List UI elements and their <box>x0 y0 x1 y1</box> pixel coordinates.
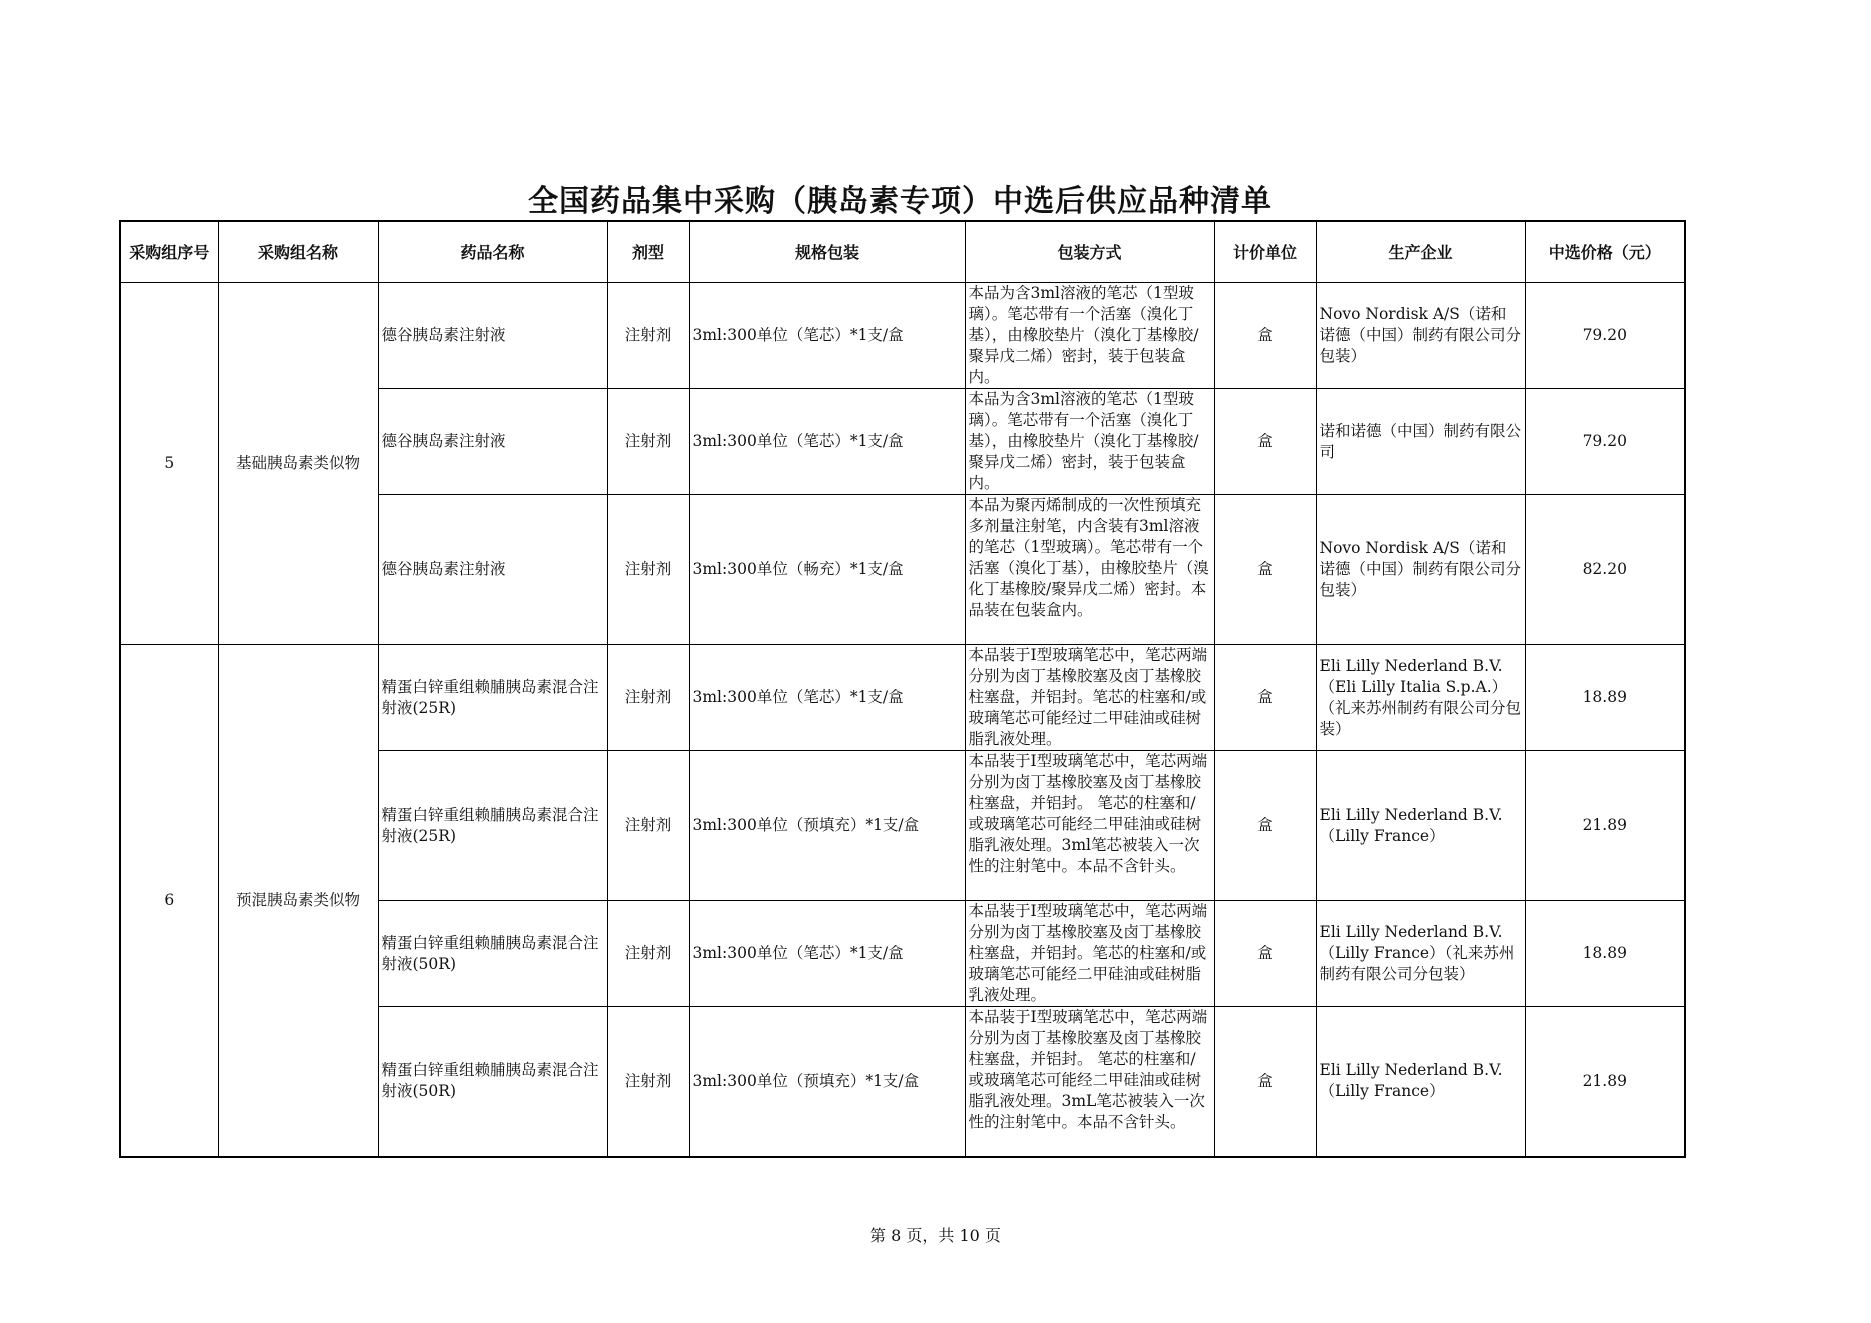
packing-method: 本品装于I型玻璃笔芯中，笔芯两端分别为卤丁基橡胶塞及卤丁基橡胶柱塞盘，并铝封。笔芯的柱塞和/或玻璃笔芯可能经过二甲硅油或硅树脂乳液处理。 <box>965 645 1214 751</box>
packing-method: 本品装于Ⅰ型玻璃笔芯中，笔芯两端分别为卤丁基橡胶塞及卤丁基橡胶柱塞盘，并铝封。 笔芯的柱塞和/或玻璃笔芯可能经二甲硅油或硅树脂乳液处理。3mL笔芯被装入一次性的注射笔中。本品不含针头。 <box>965 1007 1214 1157</box>
group-name: 基础胰岛素类似物 <box>218 283 378 645</box>
group-name: 预混胰岛素类似物 <box>218 645 378 1157</box>
page-title: 全国药品集中采购（胰岛素专项）中选后供应品种清单 <box>528 184 1272 219</box>
dosage-form: 注射剂 <box>607 283 689 389</box>
manufacturer: Eli Lilly Nederland B.V.（Lilly France）（礼来苏州制药有限公司分包装） <box>1316 901 1525 1007</box>
dosage-form: 注射剂 <box>607 901 689 1007</box>
group-seq: 6 <box>120 645 218 1157</box>
spec-pack: 3ml:300单位（笔芯）*1支/盒 <box>689 283 965 389</box>
packing-method: 本品装于Ⅰ型玻璃笔芯中，笔芯两端分别为卤丁基橡胶塞及卤丁基橡胶柱塞盘，并铝封。笔芯的柱塞和/或玻璃笔芯可能经二甲硅油或硅树脂乳液处理。 <box>965 901 1214 1007</box>
price-unit: 盒 <box>1214 495 1316 645</box>
table-row <box>120 645 1685 751</box>
drug-name: 精蛋白锌重组赖脯胰岛素混合注射液(50R) <box>378 901 607 1007</box>
drug-name: 精蛋白锌重组赖脯胰岛素混合注射液(25R) <box>378 751 607 901</box>
price-unit: 盒 <box>1214 901 1316 1007</box>
drug-name: 德谷胰岛素注射液 <box>378 283 607 389</box>
col-header: 包装方式 <box>965 221 1214 283</box>
selected-price: 82.20 <box>1525 495 1685 645</box>
page-footer: 第 8 页，共 10 页 <box>870 1226 1001 1245</box>
col-header: 剂型 <box>607 221 689 283</box>
manufacturer: Eli Lilly Nederland B.V.（Lilly France） <box>1316 751 1525 901</box>
drug-name: 精蛋白锌重组赖脯胰岛素混合注射液(25R) <box>378 645 607 751</box>
manufacturer: 诺和诺德（中国）制药有限公司 <box>1316 389 1525 495</box>
col-header: 生产企业 <box>1316 221 1525 283</box>
packing-method: 本品装于Ⅰ型玻璃笔芯中，笔芯两端分别为卤丁基橡胶塞及卤丁基橡胶柱塞盘，并铝封。 笔芯的柱塞和/或玻璃笔芯可能经二甲硅油或硅树脂乳液处理。3ml笔芯被装入一次性的注射笔中。本品不含针头。 <box>965 751 1214 901</box>
packing-method: 本品为含3ml溶液的笔芯（1型玻璃）。笔芯带有一个活塞（溴化丁基），由橡胶垫片（溴化丁基橡胶/聚异戊二烯）密封，装于包装盒内。 <box>965 389 1214 495</box>
manufacturer: Eli Lilly Nederland B.V.（Lilly France） <box>1316 1007 1525 1157</box>
spec-pack: 3ml:300单位（笔芯）*1支/盒 <box>689 645 965 751</box>
dosage-form: 注射剂 <box>607 495 689 645</box>
price-unit: 盒 <box>1214 1007 1316 1157</box>
dosage-form: 注射剂 <box>607 1007 689 1157</box>
price-unit: 盒 <box>1214 283 1316 389</box>
dosage-form: 注射剂 <box>607 645 689 751</box>
drug-name: 德谷胰岛素注射液 <box>378 389 607 495</box>
price-unit: 盒 <box>1214 751 1316 901</box>
group-seq: 5 <box>120 283 218 645</box>
spec-pack: 3ml:300单位（笔芯）*1支/盒 <box>689 389 965 495</box>
packing-method: 本品为聚丙烯制成的一次性预填充多剂量注射笔，内含装有3ml溶液的笔芯（1型玻璃）。笔芯带有一个活塞（溴化丁基），由橡胶垫片（溴化丁基橡胶/聚异戊二烯）密封。本品装在包装盒内。 <box>965 495 1214 645</box>
spec-pack: 3ml:300单位（预填充）*1支/盒 <box>689 1007 965 1157</box>
selected-price: 21.89 <box>1525 1007 1685 1157</box>
manufacturer: Novo Nordisk A/S（诺和诺德（中国）制药有限公司分包装） <box>1316 495 1525 645</box>
col-header: 规格包装 <box>689 221 965 283</box>
selected-price: 79.20 <box>1525 389 1685 495</box>
dosage-form: 注射剂 <box>607 389 689 495</box>
supply-table <box>119 220 1686 1158</box>
price-unit: 盒 <box>1214 645 1316 751</box>
spec-pack: 3ml:300单位（畅充）*1支/盒 <box>689 495 965 645</box>
selected-price: 18.89 <box>1525 901 1685 1007</box>
col-header: 计价单位 <box>1214 221 1316 283</box>
selected-price: 18.89 <box>1525 645 1685 751</box>
col-header: 中选价格（元） <box>1525 221 1685 283</box>
dosage-form: 注射剂 <box>607 751 689 901</box>
header-row <box>120 221 1685 283</box>
price-unit: 盒 <box>1214 389 1316 495</box>
col-header: 采购组序号 <box>120 221 218 283</box>
table-row <box>120 283 1685 389</box>
col-header: 采购组名称 <box>218 221 378 283</box>
spec-pack: 3ml:300单位（笔芯）*1支/盒 <box>689 901 965 1007</box>
manufacturer: Eli Lilly Nederland B.V.（Eli Lilly Italia S.p.A.）（礼来苏州制药有限公司分包装） <box>1316 645 1525 751</box>
spec-pack: 3ml:300单位（预填充）*1支/盒 <box>689 751 965 901</box>
manufacturer: Novo Nordisk A/S（诺和诺德（中国）制药有限公司分包装） <box>1316 283 1525 389</box>
selected-price: 21.89 <box>1525 751 1685 901</box>
drug-name: 精蛋白锌重组赖脯胰岛素混合注射液(50R) <box>378 1007 607 1157</box>
selected-price: 79.20 <box>1525 283 1685 389</box>
drug-name: 德谷胰岛素注射液 <box>378 495 607 645</box>
packing-method: 本品为含3ml溶液的笔芯（1型玻璃）。笔芯带有一个活塞（溴化丁基），由橡胶垫片（溴化丁基橡胶/聚异戊二烯）密封，装于包装盒内。 <box>965 283 1214 389</box>
col-header: 药品名称 <box>378 221 607 283</box>
